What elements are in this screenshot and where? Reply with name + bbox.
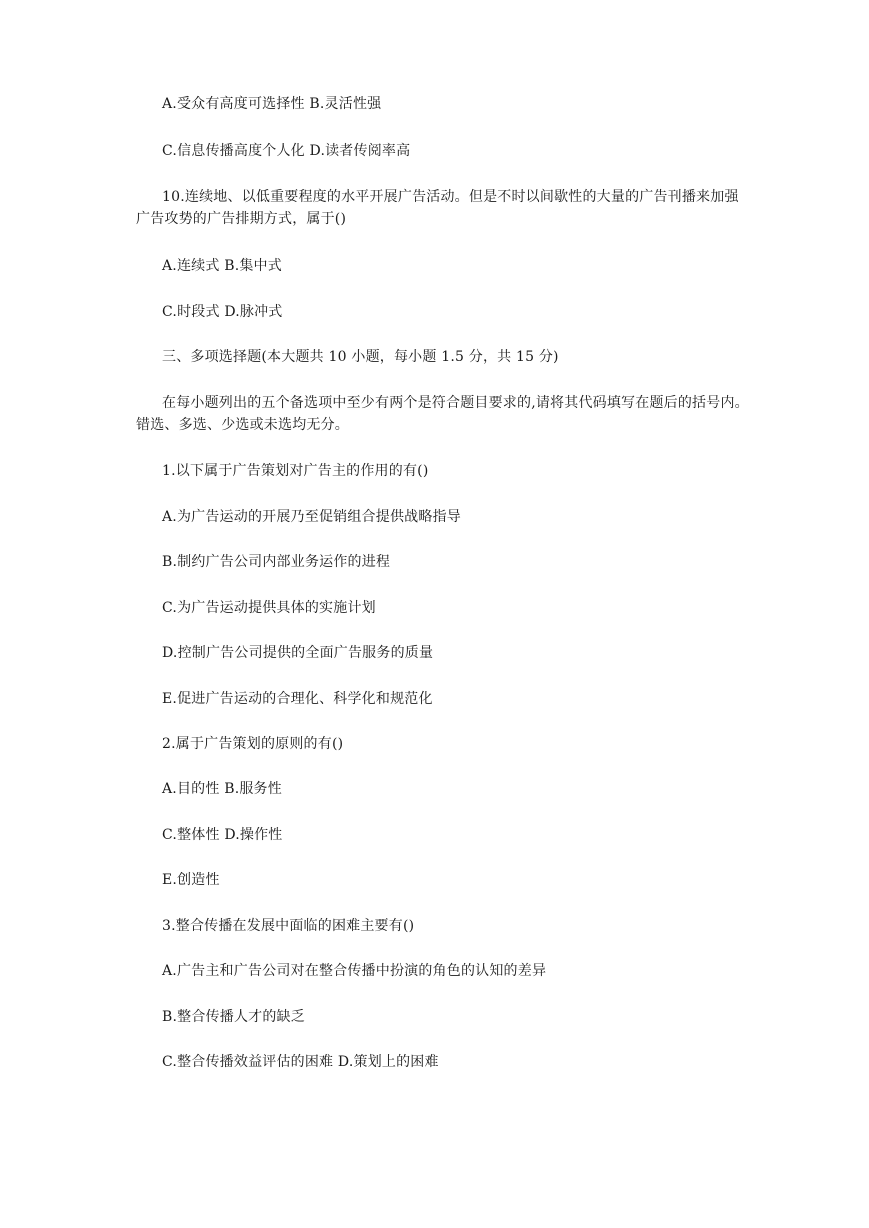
mq3-stem: 3.整合传播在发展中面临的困难主要有()	[162, 918, 415, 934]
mq3-options-cd: C.整合传播效益评估的困难 D.策划上的困难	[162, 1054, 439, 1070]
mq1-option-b: B.制约广告公司内部业务运作的进程	[162, 554, 391, 570]
mq1-option-c: C.为广告运动提供具体的实施计划	[162, 600, 376, 616]
mq2-option-e: E.创造性	[162, 872, 220, 888]
mq1-option-a: A.为广告运动的开展乃至促销组合提供战略指导	[162, 509, 461, 525]
mq2-stem: 2.属于广告策划的原则的有()	[162, 736, 344, 752]
mq1-option-d: D.控制广告公司提供的全面广告服务的质量	[162, 645, 434, 661]
q10-options-ab: A.连续式 B.集中式	[162, 258, 282, 274]
q9-options-ab: A.受众有高度可选择性 B.灵活性强	[162, 96, 382, 112]
mq3-option-a: A.广告主和广告公司对在整合传播中扮演的角色的认知的差异	[162, 963, 547, 979]
section-three-heading: 三、多项选择题(本大题共 10 小题，每小题 1.5 分，共 15 分)	[162, 349, 559, 365]
q9-options-cd: C.信息传播高度个人化 D.读者传阅率高	[162, 143, 411, 159]
mq1-stem: 1.以下属于广告策划对广告主的作用的有()	[162, 463, 429, 479]
mq2-options-cd: C.整体性 D.操作性	[162, 827, 283, 843]
q10-options-cd: C.时段式 D.脉冲式	[162, 304, 283, 320]
section-instructions: 在每小题列出的五个备选项中至少有两个是符合题目要求的,请将其代码填写在题后的括号内。错选、多选、少选或未选均无分。	[136, 395, 749, 433]
mq3-option-b: B.整合传播人才的缺乏	[162, 1009, 305, 1025]
q10-stem: 10.连续地、以低重要程度的水平开展广告活动。但是不时以间歇性的大量的广告刊播来加强广告攻势的广告排期方式，属于()	[136, 189, 739, 227]
mq1-option-e: E.促进广告运动的合理化、科学化和规范化	[162, 691, 433, 707]
mq2-options-ab: A.目的性 B.服务性	[162, 781, 282, 797]
